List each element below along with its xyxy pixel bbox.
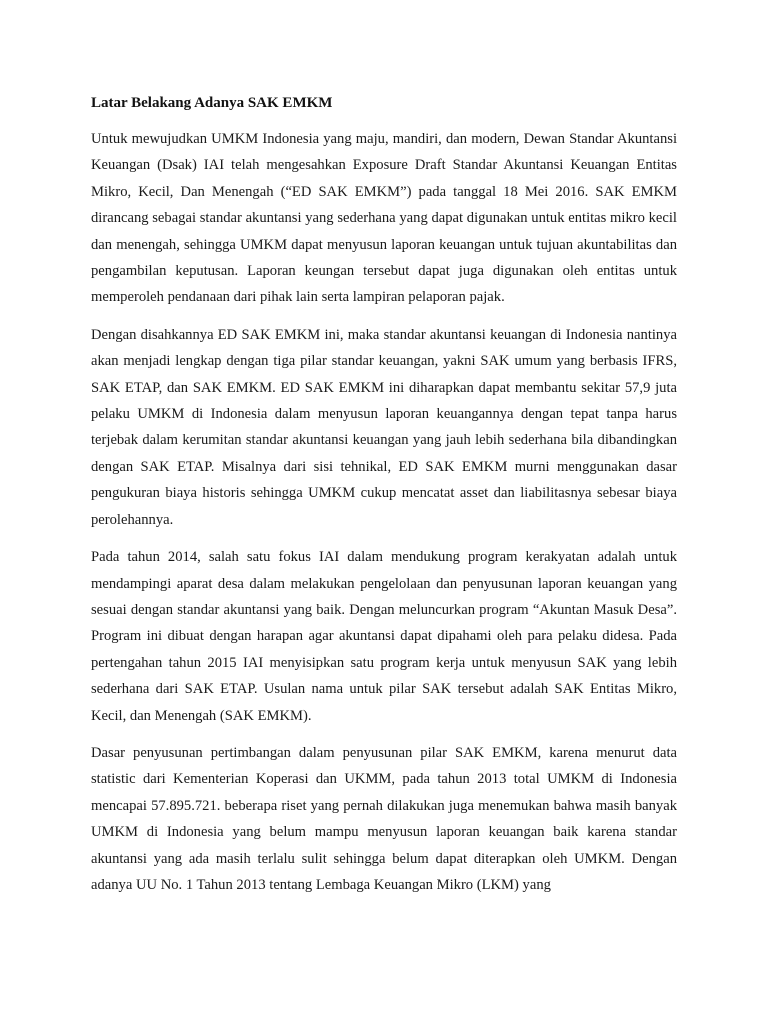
paragraph-1: Untuk mewujudkan UMKM Indonesia yang maju, mandiri, dan modern, Dewan Standar Akuntansi Keuangan (Dsak) IAI telah mengesahkan Exposure Draft Standar Akuntansi Keuangan Entitas Mikro, Kecil, Dan Menengah (“ED SAK EMKM”) pada tanggal 18 Mei 2016. SAK EMKM dirancang sebagai standar akuntansi yang sederhana yang dapat digunakan untuk entitas mikro kecil dan menengah, sehingga UMKM dapat menyusun laporan keuangan untuk tujuan akuntabilitas dan pengambilan keputusan. Laporan keungan tersebut dapat juga digunakan oleh entitas untuk memperoleh pendanaan dari pihak lain serta lampiran pelaporan pajak. [91, 131, 677, 306]
document-title: Latar Belakang Adanya SAK EMKM [91, 95, 333, 111]
document-body [91, 93, 677, 909]
paragraph-3: Pada tahun 2014, salah satu fokus IAI dalam mendukung program kerakyatan adalah untuk mendampingi aparat desa dalam melakukan pengelolaan dan penyusunan laporan keuangan yang sesuai dengan standar akuntansi yang baik. Dengan meluncurkan program “Akuntan Masuk Desa”. Program ini dibuat dengan harapan agar akuntansi dapat dipahami oleh para pelaku didesa. Pada pertengahan tahun 2015 IAI menyisipkan satu program kerja untuk menyusun SAK yang lebih sederhana dari SAK ETAP. Usulan nama untuk pilar SAK tersebut adalah SAK Entitas Mikro, Kecil, dan Menengah (SAK EMKM). [91, 549, 677, 724]
paragraph-2: Dengan disahkannya ED SAK EMKM ini, maka standar akuntansi keuangan di Indonesia nantinya akan menjadi lengkap dengan tiga pilar standar keuangan, yakni SAK umum yang berbasis IFRS, SAK ETAP, dan SAK EMKM. ED SAK EMKM ini diharapkan dapat membantu sekitar 57,9 juta pelaku UMKM di Indonesia dalam menyusun laporan keuangannya dengan tepat tanpa harus terjebak dalam kerumitan standar akuntansi keuangan yang jauh lebih sederhana bila dibandingkan dengan SAK ETAP. Misalnya dari sisi tehnikal, ED SAK EMKM murni menggunakan dasar pengukuran biaya historis sehingga UMKM cukup mencatat asset dan liabilitasnya sebesar biaya perolehannya. [91, 326, 677, 528]
paragraph-4: Dasar penyusunan pertimbangan dalam penyusunan pilar SAK EMKM, karena menurut data statistic dari Kementerian Koperasi dan UKMM, pada tahun 2013 total UMKM di Indonesia mencapai 57.895.721. beberapa riset yang pernah dilakukan juga menemukan bahwa masih banyak UMKM di Indonesia yang belum mampu menyusun laporan keuangan baik karena standar akuntansi yang ada masih terlalu sulit sehingga belum dapat diterapkan oleh UMKM. Dengan adanya UU No. 1 Tahun 2013 tentang Lembaga Keuangan Mikro (LKM) yang [91, 744, 677, 893]
